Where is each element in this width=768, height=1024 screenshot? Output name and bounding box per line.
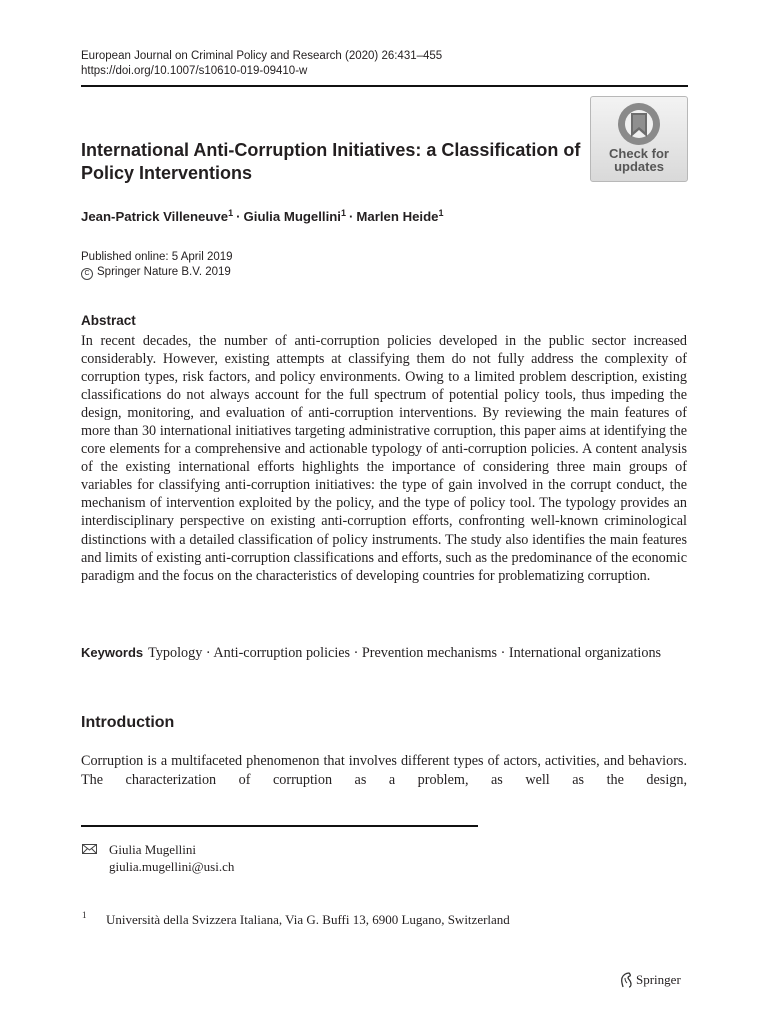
author-separator: · — [349, 209, 354, 224]
paper-title: International Anti-Corruption Initiatives: a Classification of Policy Interventions — [81, 140, 581, 183]
publication-info — [81, 250, 233, 280]
correspondence — [109, 841, 234, 875]
author-name[interactable]: Marlen Heide — [356, 209, 439, 224]
check-for-updates-button[interactable] — [590, 96, 688, 182]
journal-header — [81, 49, 442, 79]
affiliation-number: 1 — [82, 910, 87, 920]
check-for-updates-bookmark-icon — [616, 101, 662, 147]
springer-horse-icon — [619, 972, 633, 988]
publisher-name: Springer — [636, 972, 681, 987]
keywords-label: Keywords — [81, 645, 144, 660]
affiliation-marker: 1 — [438, 208, 444, 218]
author-name[interactable]: Giulia Mugellini — [243, 209, 341, 224]
abstract-heading: Abstract — [81, 313, 136, 328]
copyright-line — [81, 265, 233, 280]
check-for-updates-label: Check for updates — [609, 146, 669, 174]
abstract-text: In recent decades, the number of anti-corruption policies developed in the public sector increased considerably. However, existing attempts at classifying them do not fully address the complexity of corruption types, risk factors, and policy environments. Owing to a limited problem description, existing classifications do not always account for the full spectrum of potential policy tools, thus impeding the design, monitoring, and evaluation of anti-corruption interventions. By reviewing the main features of more than 30 international initiatives targeting administrative corruption, this paper aims at identifying the core elements for a comprehensive and actionable typology of anti-corruption policies. A content analysis of the existing international efforts highlights the importance of considering three main groups of variables for classifying anti-corruption initiatives: the type of gain involved in the corrupt conduct, the mechanism of intervention exploited by the policy, and the type of policy tool. The typology provides an interdisciplinary perspective on existing anti-corruption efforts, confronting well-known criminological distinctions with a detailed classification of policy instruments. The study also identifies the main features and limits of existing anti-corruption classifications and efforts, such as the predominance of the economic paradigm and the focus on the characteristics of developing countries for problematizing corruption. — [81, 333, 687, 584]
journal-citation: European Journal on Criminal Policy and Research (2020) 26:431–455 — [81, 50, 443, 62]
keywords-list: Typology · Anti-corruption policies · Prevention mechanisms · International organizations — [148, 645, 662, 661]
springer-logo — [619, 972, 681, 988]
copyright-icon: C — [81, 268, 93, 280]
author-list — [81, 208, 444, 224]
affiliation-marker: 1 — [228, 208, 234, 218]
introduction-text: Corruption is a multifaceted phenomenon that involves different types of actors, activities, and behaviors. The characterization of corruption as a problem, as well as the design, — [81, 753, 687, 788]
doi-link[interactable]: https://doi.org/10.1007/s10610-019-09410-w — [81, 65, 308, 77]
keywords — [81, 644, 687, 662]
author-name[interactable]: Jean-Patrick Villeneuve — [81, 209, 229, 224]
correspondence-name: Giulia Mugellini — [109, 842, 197, 857]
affiliation-text: Università della Svizzera Italiana, Via G. Buffi 13, 6900 Lugano, Switzerland — [106, 912, 510, 927]
envelope-icon — [82, 844, 97, 854]
correspondence-email[interactable]: giulia.mugellini@usi.ch — [109, 859, 235, 874]
author-separator: · — [236, 209, 241, 224]
published-online-date: Published online: 5 April 2019 — [81, 251, 233, 263]
header-rule — [81, 85, 688, 87]
affiliation-marker: 1 — [340, 208, 346, 218]
introduction-heading: Introduction — [81, 714, 175, 731]
copyright-text: Springer Nature B.V. 2019 — [97, 266, 231, 278]
footnote-rule — [81, 825, 478, 827]
